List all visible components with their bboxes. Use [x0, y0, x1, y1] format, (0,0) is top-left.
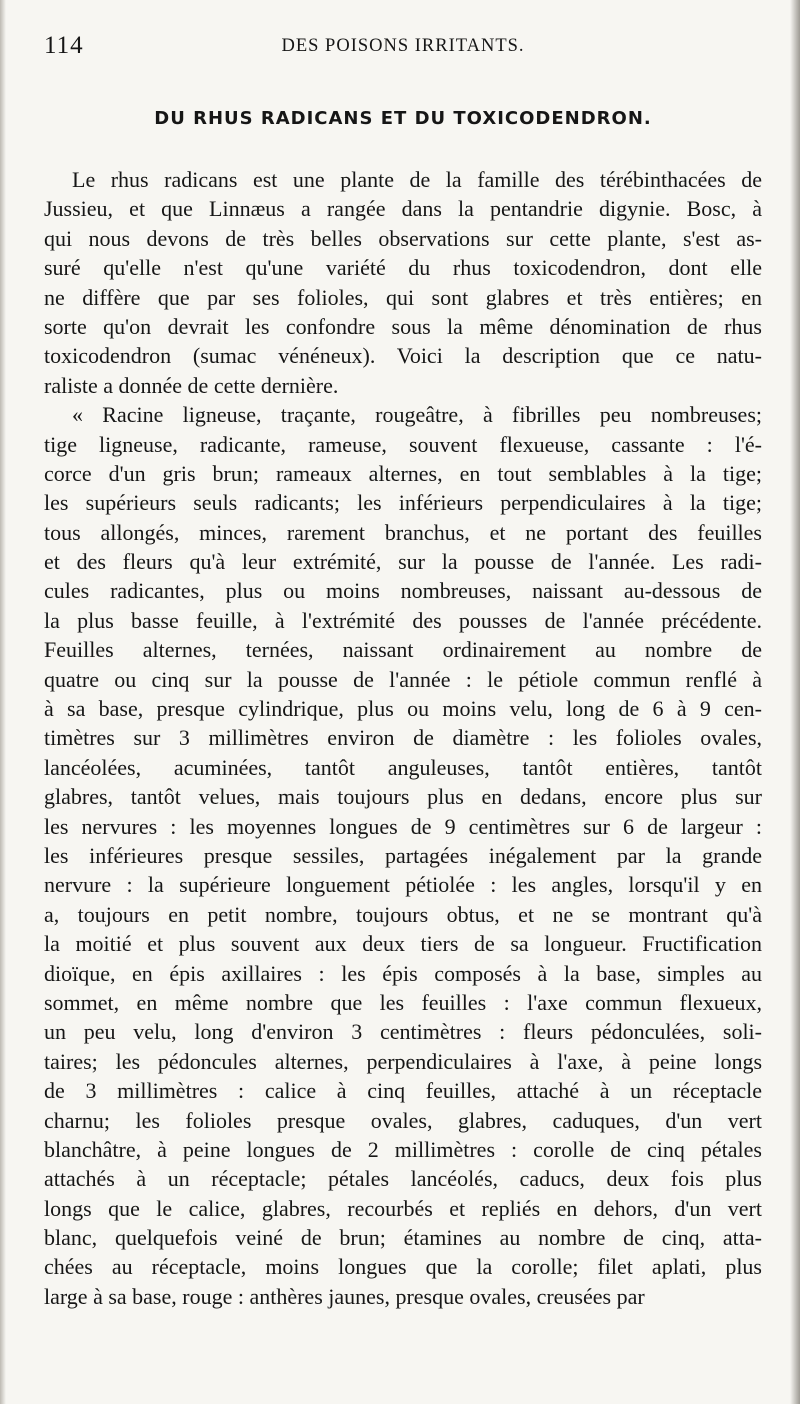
text-line: Le rhus radicans est une plante de la famille des térébinthacées de	[72, 167, 762, 192]
text-line: toxicodendron (sumac vénéneux). Voici la description que ce natu-	[44, 343, 762, 369]
text-line: la moitié et plus souvent aux deux tiers de sa longueur. Fructification	[44, 931, 762, 957]
text-line: blanchâtre, à peine longues de 2 millimètres : corolle de cinq pétales	[44, 1136, 762, 1162]
text-line: tous allongés, minces, rarement branchus, et ne portant des feuilles	[44, 519, 762, 545]
paragraph	[44, 400, 762, 1311]
text-line: « Racine ligneuse, traçante, rougeâtre, à fibrilles peu nombreuses;	[72, 402, 762, 428]
text-line: lancéolées, acuminées, tantôt anguleuses, tantôt entières, tantôt	[44, 754, 762, 780]
text-line: les inférieures presque sessiles, partagées inégalement par la grande	[44, 842, 762, 868]
paragraph	[44, 165, 762, 400]
text-line: a, toujours en petit nombre, toujours obtus, et ne se montrant qu'à	[44, 901, 762, 927]
running-title: DES POISONS IRRITANTS.	[281, 36, 525, 56]
text-line: corce d'un gris brun; rameaux alternes, en tout semblables à la tige;	[44, 460, 762, 486]
text-line: sommet, en même nombre que les feuilles : l'axe commun flexueux,	[44, 989, 762, 1015]
text-line: charnu; les folioles presque ovales, glabres, caduques, d'un vert	[44, 1107, 762, 1133]
text-line: ne diffère que par ses folioles, qui sont glabres et très entières; en	[44, 284, 762, 310]
text-line: Jussieu, et que Linnæus a rangée dans la pentandrie digynie. Bosc, à	[44, 196, 762, 222]
text-line: nervure : la supérieure longuement pétiolée : les angles, lorsqu'il y en	[44, 872, 762, 898]
page-edge-right	[790, 0, 800, 1404]
text-line: raliste a donnée de cette dernière.	[44, 372, 339, 398]
text-line: les supérieurs seuls radicants; les inférieurs perpendiculaires à la tige;	[44, 490, 762, 516]
text-line: sorte qu'on devrait les confondre sous la même dénomination de rhus	[44, 313, 762, 339]
text-line: quatre ou cinq sur la pousse de l'année : le pétiole commun renflé à	[44, 666, 762, 692]
text-line: blanc, quelquefois veiné de brun; étamines au nombre de cinq, atta-	[44, 1225, 762, 1251]
body-text	[44, 165, 762, 1311]
text-line: suré qu'elle n'est qu'une variété du rhus toxicodendron, dont elle	[44, 255, 762, 281]
text-line: attachés à un réceptacle; pétales lancéolés, caducs, deux fois plus	[44, 1166, 762, 1192]
text-line: glabres, tantôt velues, mais toujours plus en dedans, encore plus sur	[44, 784, 762, 810]
text-line: tige ligneuse, radicante, rameuse, souvent flexueuse, cassante : l'é-	[44, 431, 762, 457]
text-line: chées au réceptacle, moins longues que la corolle; filet aplati, plus	[44, 1254, 762, 1280]
text-line: timètres sur 3 millimètres environ de diamètre : les folioles ovales,	[44, 725, 762, 751]
text-line: dioïque, en épis axillaires : les épis composés à la base, simples au	[44, 960, 762, 986]
page-edge-left	[0, 0, 6, 1404]
text-line: taires; les pédoncules alternes, perpendiculaires à l'axe, à peine longs	[44, 1048, 762, 1074]
text-line: cules radicantes, plus ou moins nombreuses, naissant au-dessous de	[44, 578, 762, 604]
text-line: à sa base, presque cylindrique, plus ou moins velu, long de 6 à 9 cen-	[44, 696, 762, 722]
text-line: Feuilles alternes, ternées, naissant ordinairement au nombre de	[44, 637, 762, 663]
text-line: un peu velu, long d'environ 3 centimètres : fleurs pédonculées, soli-	[44, 1019, 762, 1045]
text-line: et des fleurs qu'à leur extrémité, sur la pousse de l'année. Les radi-	[44, 549, 762, 575]
section-title: DU RHUS RADICANS ET DU TOXICODENDRON.	[154, 108, 652, 129]
text-line: les nervures : les moyennes longues de 9 centimètres sur 6 de largeur :	[44, 813, 762, 839]
page-number: 114	[44, 32, 84, 59]
text-line: large à sa base, rouge : anthères jaunes, presque ovales, creusées par	[44, 1283, 645, 1309]
text-line: longs que le calice, glabres, recourbés et repliés en dehors, d'un vert	[44, 1195, 762, 1221]
text-line: la plus basse feuille, à l'extrémité des pousses de l'année précédente.	[44, 607, 762, 633]
text-line: qui nous devons de très belles observations sur cette plante, s'est as-	[44, 225, 762, 251]
page-header	[44, 30, 762, 64]
text-line: de 3 millimètres : calice à cinq feuilles, attaché à un réceptacle	[44, 1078, 762, 1104]
